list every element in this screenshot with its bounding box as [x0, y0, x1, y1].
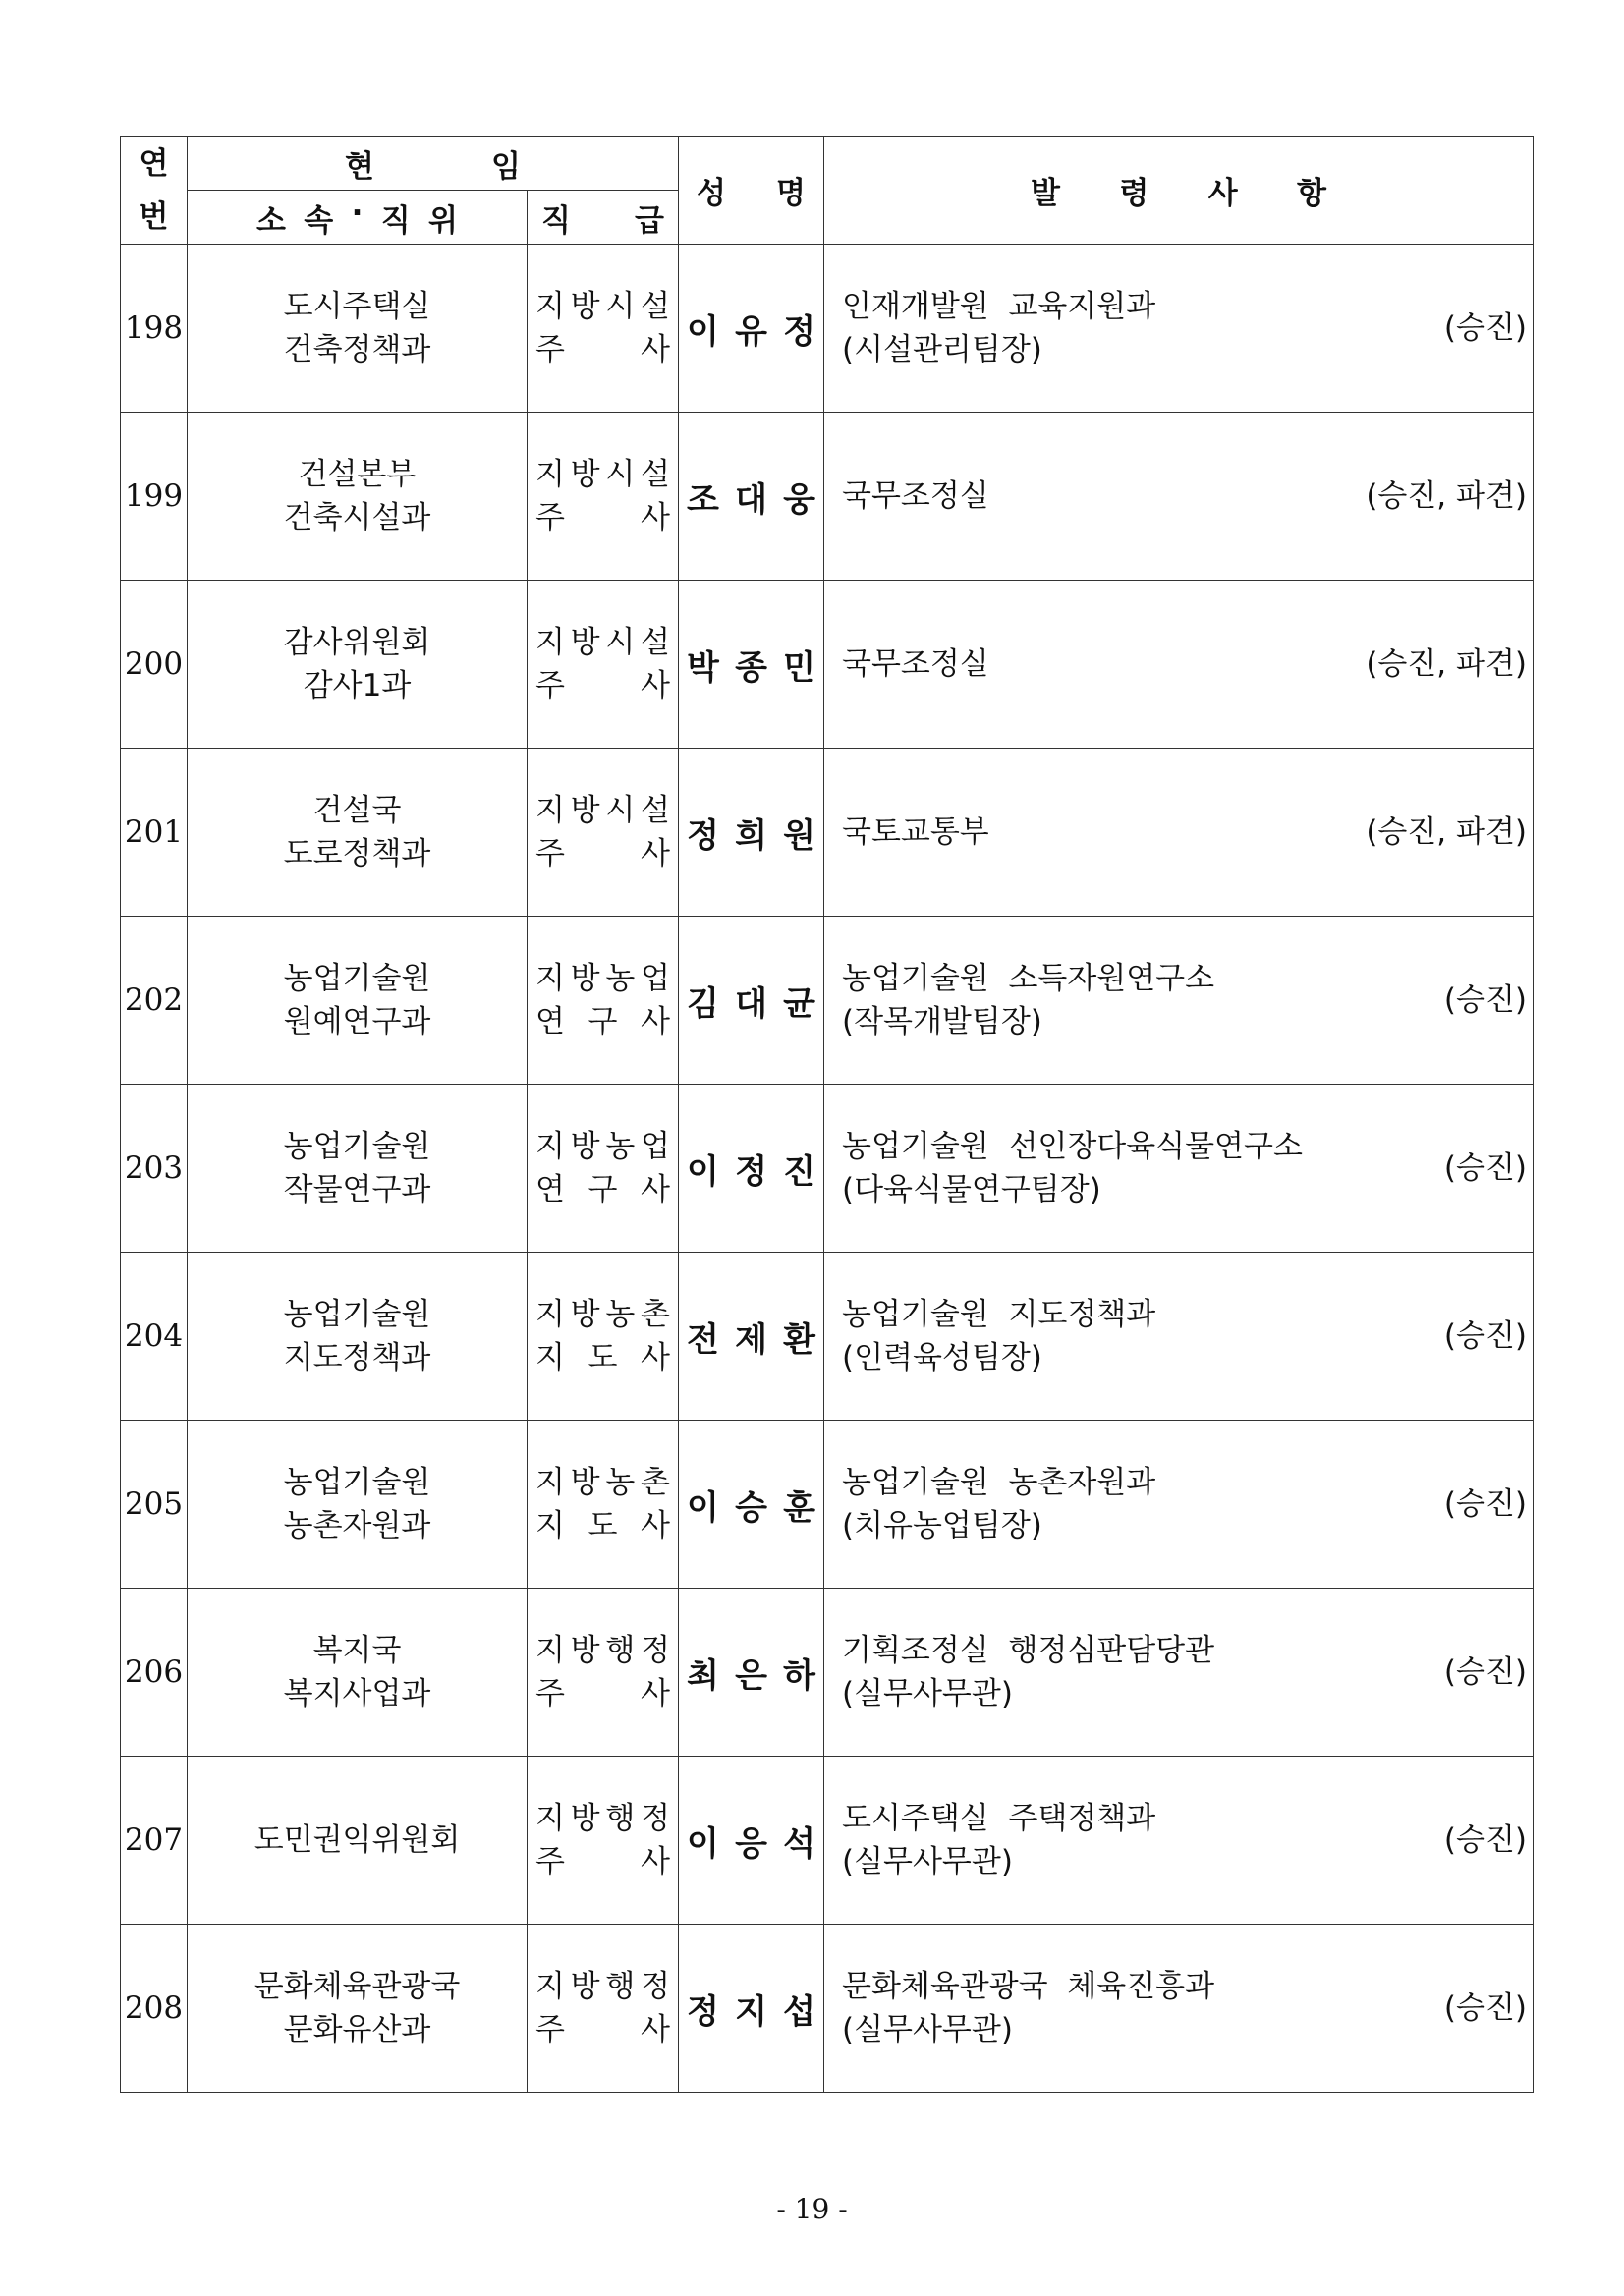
order-line-2: (시설관리팀장)	[842, 332, 1042, 367]
seq-cell: 199	[121, 413, 188, 581]
org-position-cell	[188, 1085, 528, 1253]
current-position-header: 현 임	[188, 137, 679, 191]
order-line-1: 농업기술원 지도정책과	[842, 1297, 1156, 1332]
order-cell	[824, 413, 1534, 581]
order-cell	[824, 1253, 1534, 1421]
page-number: - 19 -	[776, 2193, 848, 2225]
grade-line-2: 연 구 사	[535, 1172, 670, 1207]
org-line-2: 도로정책과	[283, 836, 431, 871]
org-line-1: 감사위원회	[283, 625, 431, 660]
table-row	[121, 1589, 1534, 1757]
grade-line-1: 지 방 농 업	[535, 961, 670, 996]
grade-cell	[528, 581, 679, 749]
order-note: (승진)	[1443, 1150, 1527, 1186]
org-position-cell	[188, 413, 528, 581]
order-cell	[824, 1925, 1534, 2093]
name-cell: 전 제 환	[679, 1253, 824, 1421]
org-position-cell	[188, 1925, 528, 2093]
order-header: 발 령 사 항	[824, 137, 1534, 245]
table-row	[121, 917, 1534, 1085]
table-row	[121, 1085, 1534, 1253]
order-line-1: 국토교통부	[842, 814, 989, 850]
grade-cell	[528, 245, 679, 413]
order-cell	[824, 1085, 1534, 1253]
grade-line-2: 주 사	[535, 668, 670, 703]
grade-line-2: 주 사	[535, 836, 670, 871]
order-line-2: (실무사무관)	[842, 2012, 1013, 2047]
table-row	[121, 245, 1534, 413]
personnel-table	[120, 136, 1534, 2093]
org-line-2: 감사1과	[303, 668, 412, 703]
grade-line-2: 주 사	[535, 1676, 670, 1711]
order-note: (승진)	[1443, 982, 1527, 1018]
order-note: (승진)	[1443, 1318, 1527, 1354]
grade-line-2: 연 구 사	[535, 1004, 670, 1039]
name-cell: 이 정 진	[679, 1085, 824, 1253]
org-position-cell	[188, 1421, 528, 1589]
order-line-1: 도시주택실 주택정책과	[842, 1801, 1156, 1836]
order-note: (승진)	[1443, 1822, 1527, 1858]
order-cell	[824, 1589, 1534, 1757]
name-cell: 최 은 하	[679, 1589, 824, 1757]
grade-line-1: 지 방 시 설	[535, 457, 670, 492]
grade-cell	[528, 1085, 679, 1253]
name-cell: 이 응 석	[679, 1757, 824, 1925]
order-cell	[824, 1421, 1534, 1589]
order-line-2: (실무사무관)	[842, 1844, 1013, 1879]
table-row	[121, 413, 1534, 581]
order-note: (승진)	[1443, 1990, 1527, 2026]
order-note: (승진)	[1443, 1654, 1527, 1690]
seq-cell: 206	[121, 1589, 188, 1757]
grade-line-2: 주 사	[535, 2012, 670, 2047]
seq-cell: 202	[121, 917, 188, 1085]
seq-cell: 204	[121, 1253, 188, 1421]
order-note: (승진, 파견)	[1366, 814, 1527, 850]
table-row	[121, 1253, 1534, 1421]
grade-cell	[528, 1589, 679, 1757]
order-note: (승진, 파견)	[1366, 646, 1527, 682]
grade-line-1: 지 방 행 정	[535, 1801, 670, 1836]
grade-line-1: 지 방 농 촌	[535, 1465, 670, 1500]
order-cell	[824, 581, 1534, 749]
grade-cell	[528, 1925, 679, 2093]
org-line-2: 농촌자원과	[283, 1508, 431, 1543]
org-line-2: 복지사업과	[283, 1676, 431, 1711]
seq-cell: 200	[121, 581, 188, 749]
org-line-2: 건축정책과	[283, 332, 431, 367]
grade-cell	[528, 917, 679, 1085]
grade-cell	[528, 1253, 679, 1421]
table-row	[121, 1757, 1534, 1925]
grade-line-2: 주 사	[535, 1844, 670, 1879]
org-position-cell	[188, 1757, 528, 1925]
order-cell	[824, 749, 1534, 917]
org-position-header: 소 속 · 직 위	[188, 191, 528, 245]
org-position-cell	[188, 917, 528, 1085]
order-line-2: (작목개발팀장)	[842, 1004, 1042, 1039]
grade-line-2: 지 도 사	[535, 1508, 670, 1543]
grade-header: 직 급	[528, 191, 679, 245]
grade-line-1: 지 방 행 정	[535, 1633, 670, 1668]
order-cell	[824, 917, 1534, 1085]
org-line-1: 건설본부	[298, 457, 417, 492]
order-note: (승진)	[1443, 1486, 1527, 1522]
org-position-cell	[188, 749, 528, 917]
name-cell: 이 유 정	[679, 245, 824, 413]
org-line-2: 지도정책과	[283, 1340, 431, 1375]
table-row	[121, 1925, 1534, 2093]
grade-line-1: 지 방 농 촌	[535, 1297, 670, 1332]
table-row	[121, 1421, 1534, 1589]
seq-cell: 205	[121, 1421, 188, 1589]
org-line-2: 원예연구과	[283, 1004, 431, 1039]
order-note: (승진)	[1443, 310, 1527, 346]
order-note: (승진, 파견)	[1366, 478, 1527, 514]
name-header: 성 명	[679, 137, 824, 245]
grade-line-2: 주 사	[535, 332, 670, 367]
org-position-cell	[188, 581, 528, 749]
name-cell: 정 희 원	[679, 749, 824, 917]
order-cell	[824, 245, 1534, 413]
org-line-1: 문화체육관광국	[253, 1969, 461, 2004]
order-line-1: 농업기술원 농촌자원과	[842, 1465, 1156, 1500]
grade-line-2: 주 사	[535, 500, 670, 535]
org-line-1: 건설국	[312, 793, 402, 828]
org-position-cell	[188, 245, 528, 413]
grade-cell	[528, 1757, 679, 1925]
order-line-1: 인재개발원 교육지원과	[842, 289, 1156, 324]
order-line-1: 기획조정실 행정심판담당관	[842, 1633, 1215, 1668]
seq-cell: 201	[121, 749, 188, 917]
grade-line-1: 지 방 시 설	[535, 625, 670, 660]
grade-line-1: 지 방 시 설	[535, 793, 670, 828]
org-line-2: 문화유산과	[283, 2012, 431, 2047]
org-line-1: 농업기술원	[283, 1465, 431, 1500]
org-line-1: 도시주택실	[283, 289, 431, 324]
grade-line-2: 지 도 사	[535, 1340, 670, 1375]
org-position-cell	[188, 1589, 528, 1757]
org-line-2: 작물연구과	[283, 1172, 431, 1207]
seq-header: 연 번	[121, 137, 188, 245]
org-line-2: 건축시설과	[283, 500, 431, 535]
order-line-2: (실무사무관)	[842, 1676, 1013, 1711]
org-position-cell	[188, 1253, 528, 1421]
grade-line-1: 지 방 농 업	[535, 1129, 670, 1164]
order-line-1: 국무조정실	[842, 646, 989, 682]
grade-cell	[528, 1421, 679, 1589]
order-cell	[824, 1757, 1534, 1925]
name-cell: 김 대 균	[679, 917, 824, 1085]
seq-cell: 207	[121, 1757, 188, 1925]
order-line-1: 농업기술원 소득자원연구소	[842, 961, 1215, 996]
order-line-2: (다육식물연구팀장)	[842, 1172, 1101, 1207]
name-cell: 조 대 웅	[679, 413, 824, 581]
order-line-1: 농업기술원 선인장다육식물연구소	[842, 1129, 1303, 1164]
grade-line-1: 지 방 행 정	[535, 1969, 670, 2004]
seq-cell: 203	[121, 1085, 188, 1253]
org-line-1: 도민권익위원회	[253, 1822, 461, 1858]
seq-cell: 208	[121, 1925, 188, 2093]
order-line-1: 문화체육관광국 체육진흥과	[842, 1969, 1215, 2004]
org-line-1: 복지국	[312, 1633, 402, 1668]
table-row	[121, 749, 1534, 917]
name-cell: 이 승 훈	[679, 1421, 824, 1589]
org-line-1: 농업기술원	[283, 1297, 431, 1332]
name-cell: 정 지 섭	[679, 1925, 824, 2093]
grade-cell	[528, 749, 679, 917]
org-line-1: 농업기술원	[283, 961, 431, 996]
table-row	[121, 581, 1534, 749]
order-line-1: 국무조정실	[842, 478, 989, 514]
order-line-2: (인력육성팀장)	[842, 1340, 1042, 1375]
grade-cell	[528, 413, 679, 581]
order-line-2: (치유농업팀장)	[842, 1508, 1042, 1543]
seq-cell: 198	[121, 245, 188, 413]
name-cell: 박 종 민	[679, 581, 824, 749]
grade-line-1: 지 방 시 설	[535, 289, 670, 324]
org-line-1: 농업기술원	[283, 1129, 431, 1164]
